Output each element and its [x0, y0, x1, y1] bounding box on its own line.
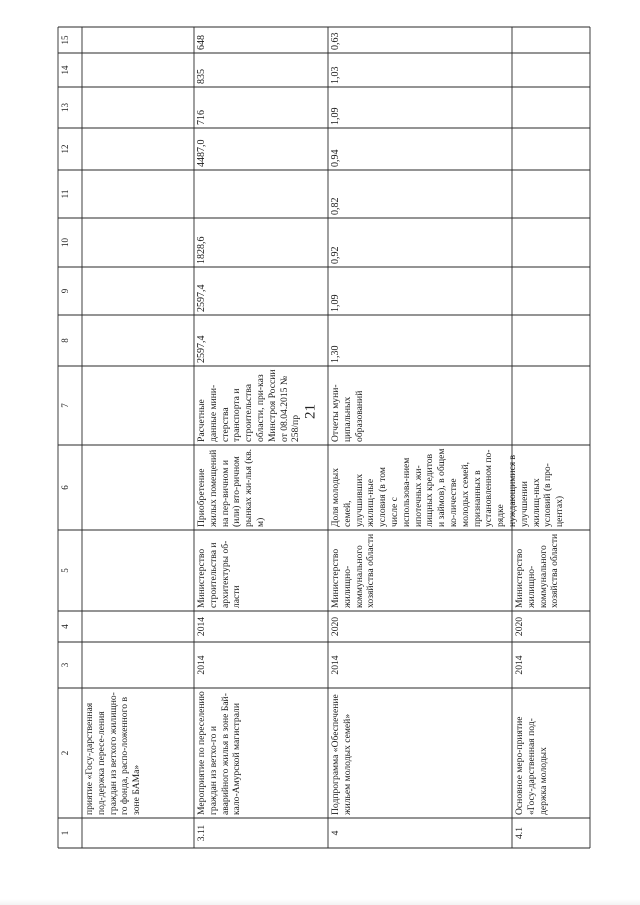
column-header: 1 — [60, 830, 70, 836]
table-cell — [512, 445, 590, 530]
column-header: 4 — [60, 624, 70, 629]
table-cell — [512, 128, 590, 170]
table-cell: 716 — [196, 110, 207, 125]
table-cell — [512, 267, 590, 315]
table-cell — [512, 27, 590, 53]
column-header: 10 — [60, 238, 70, 247]
table-cell: 2014 — [196, 616, 207, 637]
column-header: 2 — [60, 750, 70, 756]
table-cell: 1,09 — [330, 294, 341, 312]
table-cell — [82, 315, 194, 366]
table-cell — [82, 445, 194, 530]
table-cell: Доля молодых семей, улучшивших жилищ-ные условия (в том числе с использова-нием ипотечных жи-лищных кредитов и займов), в общем ко-личестве молодых семей, признанных в установленном по-рядке нуждающимися в улучшении жилищ-ных условий (в про-центах) — [330, 448, 566, 527]
table-cell — [512, 218, 590, 267]
table-cell: 835 — [196, 69, 207, 84]
table-cell — [82, 642, 194, 688]
table-cell: 648 — [196, 35, 207, 50]
table-cell: Министерство жилищно-коммунального хозяйства области — [330, 533, 377, 608]
table-cell: 1828,6 — [196, 236, 207, 264]
table-cell — [512, 315, 590, 366]
column-header: 15 — [60, 35, 70, 45]
table-cell: 3.11 — [196, 824, 207, 842]
column-header: 6 — [60, 485, 70, 490]
table-cell — [82, 128, 194, 170]
table-cell — [512, 87, 590, 128]
table-cell: Подпрограмма «Обеспечение жильем молодых семей» — [330, 694, 353, 815]
column-header: 13 — [60, 103, 70, 112]
table-cell: 4487,0 — [196, 139, 207, 167]
table-cell — [512, 170, 590, 218]
table-cell: Приобретение жилых помещений на пер-вичном и (или) вто-ричном рынках жи-лья (кв. м) — [196, 448, 266, 527]
table-cell — [82, 611, 194, 642]
column-header: 8 — [60, 338, 70, 343]
table-cell: 2020 — [514, 616, 525, 637]
table-cell: 4 — [330, 830, 341, 836]
table-cell — [82, 818, 194, 848]
column-header: 7 — [60, 403, 70, 408]
table-cell — [82, 170, 194, 218]
table-cell: 2014 — [514, 655, 525, 675]
table-cell: приятие «Госу-дарственная под-держка пересе-ления граждан из ветхого жилищно-го фонда, распо-ложенного в зоне БАМа» — [84, 692, 143, 815]
table-cell — [512, 366, 590, 445]
table-cell — [82, 87, 194, 128]
column-header: 5 — [60, 568, 70, 573]
table-cell: 0,63 — [330, 32, 341, 50]
column-header: 12 — [60, 144, 70, 154]
table-cell: 0,94 — [330, 149, 341, 167]
table-cell — [82, 218, 194, 267]
table-cell — [194, 170, 328, 218]
table-cell: 0,82 — [330, 197, 341, 215]
table-cell — [82, 530, 194, 611]
table-cell: 1,30 — [330, 345, 341, 363]
table-cell: 1,09 — [330, 107, 341, 125]
table-cell: 2014 — [330, 655, 341, 675]
table-cell: 2014 — [196, 655, 207, 675]
table-cell — [82, 366, 194, 445]
table-cell — [82, 267, 194, 315]
column-header: 3 — [60, 662, 70, 668]
column-header: 11 — [60, 189, 70, 199]
table-cell: Министерство жилищно-коммунального хозяйства области — [514, 533, 561, 608]
table-cell: Мероприятие по переселению граждан из ветхо-го и аварийного жилья в зоне Бай-кало-Амурской магистрали — [196, 691, 243, 815]
column-header: 9 — [60, 288, 70, 294]
table-cell: Министерство строительства и архитектуры об-ласти — [196, 540, 243, 608]
table-cell: 0,92 — [330, 246, 341, 264]
table-cell: Расчетные данные мини-стерства транспорта и строительства области, при-каз Минстроя России от 08.04.2015 № 258/пр — [196, 369, 302, 442]
table-cell — [82, 53, 194, 87]
page-bottom-edge — [0, 899, 640, 905]
column-header: 14 — [60, 65, 70, 75]
table-cell: 1,03 — [330, 66, 341, 84]
table-cell: 4.1 — [514, 827, 525, 839]
table-cell — [512, 53, 590, 87]
table-cell: Отчеты муни-ципальных образований — [330, 384, 365, 442]
table-cell: 2597,4 — [196, 284, 207, 312]
page-number: 21 — [302, 404, 319, 419]
table-cell — [82, 27, 194, 53]
table-cell: Основное меро-приятие «Госу-дарственная под-держка молодых — [514, 716, 549, 815]
table-cell: 2597,4 — [196, 335, 207, 363]
table-cell: 2020 — [330, 616, 341, 637]
